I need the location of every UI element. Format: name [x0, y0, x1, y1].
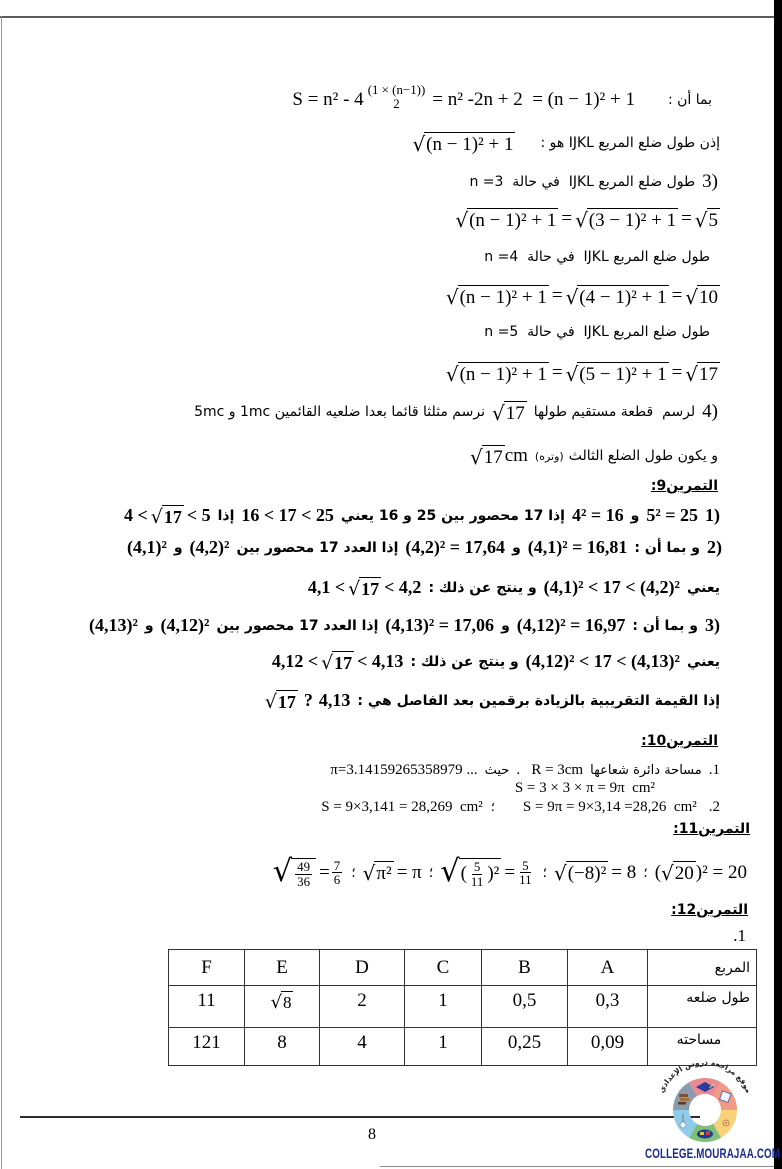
ex10-q1-line	[330, 762, 720, 779]
bound-high: (4,2)²	[189, 537, 230, 557]
radius-value: . R = 3cm	[516, 762, 584, 778]
table-cell: 0,5	[482, 986, 568, 1028]
radicand: (n − 1)² + 1	[459, 364, 547, 385]
radical-sign-icon: √	[150, 505, 163, 528]
open-paren: (	[654, 861, 662, 883]
construction-text-left: نرسم مثلثا قائما بعدا ضلعيه القائمين 1mc و 5mc	[194, 404, 485, 421]
root-chain	[446, 361, 720, 386]
table-row	[169, 986, 757, 1028]
table-cell	[245, 986, 320, 1028]
root-bounds	[308, 576, 422, 600]
row-label: طول ضلعه	[648, 986, 757, 1028]
square-root	[661, 860, 696, 885]
square-root	[685, 284, 720, 309]
site-watermark: COLLEGE.MOURAJAA.COM	[645, 1145, 781, 1161]
row-label: مساحته	[648, 1028, 757, 1066]
side-length-label: إذن طول ضلع المربع IJKL هو :	[540, 135, 720, 152]
inequality: (4,1)² < 17 < (4,2)²	[543, 577, 680, 598]
table-cell: 0,3	[568, 986, 648, 1028]
exercise-9-title: التمرين9:	[650, 478, 718, 494]
conclusion-text: و يكون طول الضلع الثالث	[568, 448, 718, 465]
item-number: 2)	[707, 537, 722, 557]
top-rule	[0, 16, 774, 18]
fraction	[469, 860, 485, 888]
column-header: F	[169, 950, 245, 986]
ex9-q2-result-line	[308, 576, 720, 600]
page-number: 8	[368, 1126, 376, 1143]
square-root	[151, 504, 184, 528]
area-approx-2: S = 9×3,141 = 28,269 cm²	[321, 799, 483, 815]
table-header-row	[169, 950, 757, 986]
item-number: 3)	[705, 615, 720, 635]
column-header: C	[405, 950, 482, 986]
and-word: و	[630, 507, 640, 524]
square-root	[685, 361, 720, 386]
means-word: يعني	[686, 579, 720, 596]
expr-4	[554, 860, 636, 885]
right-scan-bar	[774, 0, 782, 1169]
denominator: 11	[470, 873, 484, 889]
row-header-label: المربع	[648, 950, 757, 986]
equals-sign: =	[319, 861, 330, 883]
area-approx-1: S = 9π = 9×3,14 =28,26 cm²	[522, 799, 697, 815]
radical-sign-icon: √	[685, 284, 698, 309]
radical-sign-icon: √	[455, 207, 469, 232]
radical-sign-icon: √	[694, 207, 708, 232]
radicand: 17	[277, 692, 296, 712]
area-formula-line	[292, 82, 712, 113]
denominator: 11	[519, 872, 532, 888]
side-length-formula	[412, 131, 515, 156]
so-word: إذا	[217, 507, 235, 524]
ex10-q2-line	[321, 799, 720, 816]
ex9-conclusion-line	[265, 689, 720, 713]
radicand: 8	[282, 993, 292, 1012]
open-paren: (	[460, 863, 467, 885]
case-n4-formula	[446, 284, 720, 309]
table-cell: 2	[320, 986, 405, 1028]
expr-2	[363, 860, 422, 885]
radical-sign-icon: √	[440, 854, 460, 889]
radicand: 17	[505, 403, 525, 424]
square-root	[566, 284, 669, 309]
ex11-line	[272, 854, 747, 889]
radical-sign-icon: √	[348, 577, 361, 600]
square-root	[271, 990, 294, 1013]
bound-low: (4,12)²	[160, 615, 210, 635]
numerator: 5	[522, 857, 529, 873]
expr-1	[272, 854, 344, 889]
root-chain	[446, 284, 720, 309]
means-word: يعني	[686, 653, 720, 670]
separator: ؛	[428, 864, 434, 881]
pi-value: π=3.14159265358979 ...	[330, 762, 478, 778]
radicand: (3 − 1)² + 1	[588, 210, 677, 231]
ex9-q1-line	[124, 504, 720, 528]
radicand: 17	[699, 364, 718, 385]
table-cell: 0,09	[568, 1028, 648, 1066]
logo-ring	[665, 1070, 745, 1150]
ex12-item-number	[733, 926, 746, 946]
radical-sign-icon: √	[362, 861, 376, 886]
case-label: طول ضلع المربع IJKL في حالة n =3	[469, 174, 696, 190]
equals-sign: =	[671, 362, 683, 384]
radical-sign-icon: √	[553, 861, 567, 886]
case-label: طول ضلع المربع IJKL في حالة n =5	[484, 324, 710, 340]
radicand: π²	[376, 863, 392, 885]
lower-bound: 4,1 <	[307, 577, 346, 598]
item-number: 1)	[705, 505, 720, 526]
square-root	[363, 860, 394, 885]
and-word: و	[144, 617, 154, 634]
radicand	[459, 858, 502, 888]
result: )² = 20	[695, 861, 747, 883]
item-number: 3)	[702, 171, 718, 192]
conclude-text: و ينتج عن ذلك :	[410, 653, 519, 670]
equals-sign: =	[681, 208, 692, 230]
radicand: 5	[708, 210, 718, 231]
radical-sign-icon: √	[685, 361, 698, 386]
square-root	[695, 207, 720, 232]
case-n3-heading	[469, 171, 718, 193]
world-map-icon	[697, 1130, 713, 1139]
radical-sign-icon: √	[272, 854, 293, 889]
column-header: B	[482, 950, 568, 986]
bound-low: (4,1)²	[126, 537, 167, 557]
square-root	[272, 854, 316, 889]
root-bounds	[124, 504, 211, 528]
column-header: A	[568, 950, 648, 986]
case-n5-formula	[446, 361, 720, 386]
result: = π	[396, 861, 422, 883]
radicand: (n − 1)² + 1	[426, 134, 514, 155]
conclusion-text: إذا القيمة التقريبية بالزيادة برقمين بعد الفاصل هي :	[357, 692, 720, 709]
radicand: 17	[334, 653, 353, 673]
radical-sign-icon: √	[565, 284, 579, 309]
square-root	[446, 361, 549, 386]
squares-table	[168, 949, 757, 1066]
fraction	[295, 860, 312, 888]
square-root	[348, 576, 381, 600]
root-chain	[455, 207, 720, 232]
radicand: 10	[699, 287, 718, 308]
equals-sign: =	[561, 208, 573, 230]
table-cell: 0,25	[482, 1028, 568, 1066]
area-exact: S = 3 × 3 × π = 9π cm²	[514, 780, 655, 796]
item-number: .2	[708, 799, 720, 815]
construction-text-right: لرسم قطعة مستقيم طولها	[533, 404, 696, 421]
radicand: (n − 1)² + 1	[469, 210, 557, 231]
expr-3	[440, 854, 535, 889]
segment-length	[492, 400, 527, 425]
approximation	[265, 689, 351, 713]
radical-sign-icon: √	[491, 400, 505, 425]
bound-high: (4,13)²	[88, 615, 138, 635]
square-root	[554, 860, 608, 885]
radicand: 17	[361, 579, 380, 599]
upper-bound: < 5	[186, 505, 211, 526]
denominator: 2	[393, 95, 400, 111]
square-root	[455, 207, 558, 232]
square-root	[566, 361, 669, 386]
numerator: 5	[473, 859, 481, 875]
and-word: و	[512, 539, 521, 556]
square-root	[321, 650, 354, 674]
since-label: بما أن :	[667, 91, 712, 108]
exercise-12-title: التمرين12:	[671, 902, 748, 918]
column-header: E	[245, 950, 320, 986]
square-2: (4,13)² = 17,06	[385, 615, 495, 635]
exercise-10-title: التمرين10:	[641, 733, 718, 749]
lower-bound: 4 <	[124, 505, 148, 526]
square-root	[446, 284, 549, 309]
formula-lhs: S = n² - 4	[292, 88, 364, 110]
equals-sign: =	[671, 285, 683, 307]
case-n3-formula	[455, 207, 720, 232]
radical-sign-icon: √	[445, 284, 459, 309]
square-root	[265, 689, 298, 713]
fraction	[332, 859, 342, 887]
footer-separator	[20, 1116, 700, 1118]
radicand: (n − 1)² + 1	[459, 287, 547, 308]
numerator: (1 × (n−1))	[367, 82, 426, 97]
item-number: .1	[708, 762, 720, 778]
radicand: 17	[163, 507, 182, 527]
upper-bound: < 4,2	[384, 577, 422, 598]
radical-sign-icon: √	[575, 207, 588, 232]
inequality: 16 < 17 < 25	[241, 505, 334, 526]
radical-sign-icon: √	[565, 361, 579, 386]
separator: ؛	[643, 864, 648, 881]
left-page-edge	[1, 16, 2, 1169]
case-label: طول ضلع المربع IJKL في حالة n =4	[484, 249, 710, 265]
square-1: (4,1)² = 16,81	[527, 537, 628, 557]
table-cell: 1	[405, 986, 482, 1028]
radical-sign-icon: √	[412, 131, 426, 156]
conclude-text: و ينتج عن ذلك :	[428, 579, 537, 596]
item-number: 4)	[702, 401, 718, 423]
square-root	[575, 207, 678, 232]
table-cell: 4	[320, 1028, 405, 1066]
radicand: (−8)²	[567, 863, 607, 885]
upper-bound: < 4,13	[357, 651, 404, 672]
logo-arc-label: موقع مراجعة دروس الإعدادي	[656, 1057, 754, 1095]
ex9-q3-line	[89, 615, 720, 636]
square-root	[440, 854, 501, 889]
table-cell: 1	[405, 1028, 482, 1066]
circle-area-text: مساحة دائرة شعاعها	[590, 763, 702, 778]
lower-bound: 4,12 <	[271, 651, 319, 672]
hypotenuse-text	[535, 448, 718, 464]
equals-sign: =	[551, 285, 563, 307]
hypotenuse-length	[470, 444, 528, 469]
approx-value: 4,13	[318, 690, 351, 711]
radical-sign-icon: √	[469, 444, 483, 469]
formula-rhs: = n² -2n + 2 = (n − 1)² + 1	[432, 88, 635, 110]
fact-2: 4² = 16	[571, 505, 624, 526]
explanation-text: إذا العدد 17 محصور بين	[236, 539, 399, 556]
explanation-text: إذا 17 محصور بين 25 و 16 يعني	[340, 507, 565, 524]
numerator: 49	[297, 859, 311, 875]
explanation-text: إذا العدد 17 محصور بين	[216, 617, 379, 634]
separator: ؛	[490, 800, 495, 815]
exercise-11-title: التمرين11:	[673, 821, 750, 837]
table-cell: 121	[169, 1028, 245, 1066]
case-n5-heading	[484, 324, 710, 340]
denominator: 36	[297, 873, 311, 889]
unit: cm	[504, 445, 528, 467]
hypotenuse-note: (وتره)	[534, 450, 564, 464]
radical-sign-icon: √	[661, 861, 674, 886]
square-root	[470, 444, 505, 469]
equals-sign: =	[551, 362, 563, 384]
and-word: و	[173, 539, 183, 556]
close-paren-squared: )²	[487, 863, 500, 885]
expr-5	[655, 860, 747, 885]
radicand: (5 − 1)² + 1	[579, 364, 667, 385]
separator: ؛	[351, 864, 356, 881]
where-word: حيث	[484, 763, 510, 778]
hypotenuse-line	[470, 444, 718, 469]
radicand: 17	[483, 447, 503, 468]
column-header: D	[320, 950, 405, 986]
ex9-q3-result-line	[272, 650, 720, 674]
radicand: (4 − 1)² + 1	[579, 287, 667, 308]
area-formula	[292, 82, 635, 113]
fact-1: 5² = 25	[646, 505, 698, 526]
radicand	[291, 858, 316, 888]
separator: ؛	[542, 864, 547, 881]
radical-sign-icon: √	[270, 991, 282, 1013]
since-label: و بما أن :	[634, 539, 700, 556]
table-cell: 8	[245, 1028, 320, 1066]
result: = 8	[611, 861, 637, 883]
root-bounds	[272, 650, 404, 674]
bottom-rule	[380, 1166, 774, 1167]
inequality: (4,12)² < 17 < (4,13)²	[525, 651, 680, 672]
square-2: (4,2)² = 17,64	[405, 537, 506, 557]
fraction	[517, 859, 533, 887]
radical-sign-icon: √	[445, 361, 459, 386]
square-root	[412, 131, 515, 156]
square-root	[492, 400, 527, 425]
since-label: و بما أن :	[632, 617, 698, 634]
fraction	[366, 83, 428, 110]
equals-sign: =	[504, 861, 516, 883]
denominator: 6	[333, 872, 341, 888]
radicand: 20	[674, 863, 694, 885]
item-number: .1	[733, 926, 746, 945]
construction-step-line	[194, 400, 718, 425]
ex9-q2-line	[127, 537, 722, 558]
case-n4-heading	[484, 249, 710, 265]
numerator: 7	[333, 857, 341, 873]
approx-symbol: ?	[303, 690, 313, 711]
ex10-q1-result-line	[515, 780, 655, 797]
square-1: (4,12)² = 16,97	[516, 615, 626, 635]
table-cell: 11	[169, 986, 245, 1028]
radical-sign-icon: √	[321, 651, 334, 674]
radical-sign-icon: √	[264, 690, 277, 713]
and-word: و	[501, 617, 510, 634]
side-length-line	[412, 131, 720, 156]
